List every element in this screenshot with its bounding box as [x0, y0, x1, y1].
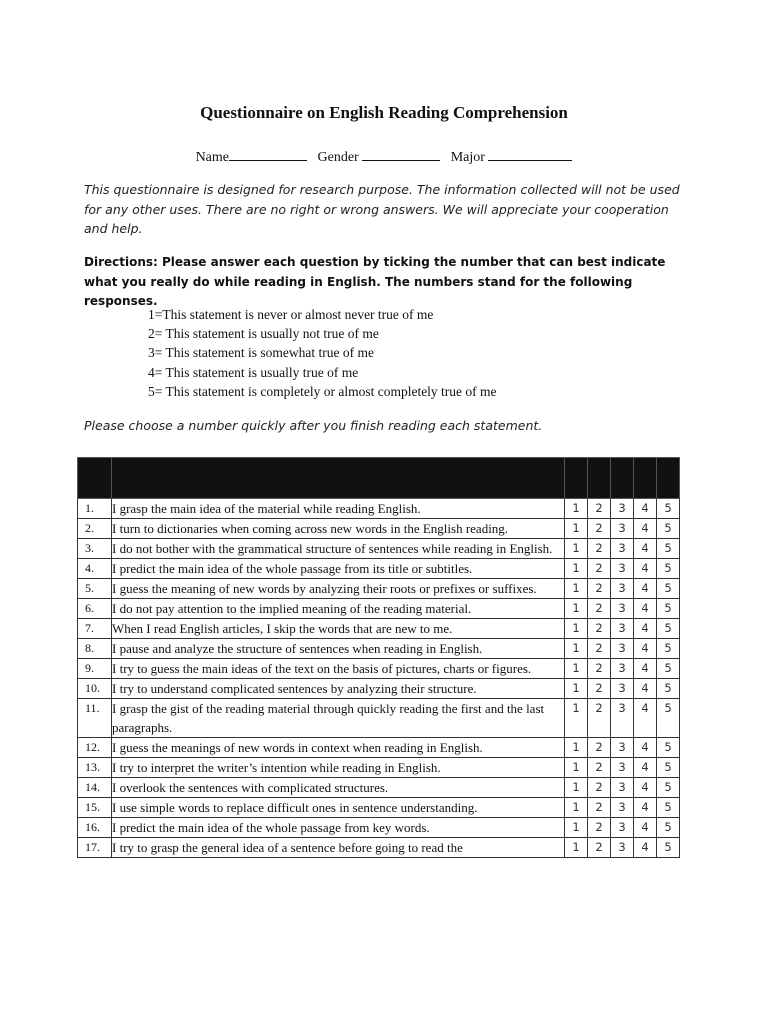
scale-item: 2= This statement is usually not true of me — [148, 326, 379, 342]
rating-option-5[interactable]: 5 — [657, 539, 680, 559]
rating-option-2[interactable]: 2 — [588, 778, 611, 798]
rating-option-2[interactable]: 2 — [588, 758, 611, 778]
item-number: 1. — [78, 499, 112, 519]
rating-option-1[interactable]: 1 — [565, 539, 588, 559]
rating-option-3[interactable]: 3 — [611, 818, 634, 838]
table-row — [78, 619, 680, 639]
item-statement: I turn to dictionaries when coming across new words in the English reading. — [112, 519, 565, 539]
table-row — [78, 758, 680, 778]
table-row — [78, 639, 680, 659]
rating-option-1[interactable]: 1 — [565, 559, 588, 579]
rating-option-1[interactable]: 1 — [565, 778, 588, 798]
header-cell — [588, 458, 611, 499]
rating-option-3[interactable]: 3 — [611, 639, 634, 659]
rating-option-4[interactable]: 4 — [634, 838, 657, 858]
table-row — [78, 559, 680, 579]
rating-option-4[interactable]: 4 — [634, 599, 657, 619]
rating-option-5[interactable]: 5 — [657, 699, 680, 738]
rating-option-1[interactable]: 1 — [565, 798, 588, 818]
rating-option-3[interactable]: 3 — [611, 758, 634, 778]
rating-option-1[interactable]: 1 — [565, 639, 588, 659]
item-statement: I predict the main idea of the whole passage from its title or subtitles. — [112, 559, 565, 579]
table-row — [78, 818, 680, 838]
scale-item: 5= This statement is completely or almost completely true of me — [148, 383, 497, 399]
item-number: 6. — [78, 599, 112, 619]
rating-option-5[interactable]: 5 — [657, 599, 680, 619]
major-field[interactable] — [488, 148, 572, 161]
rating-option-1[interactable]: 1 — [565, 758, 588, 778]
rating-option-3[interactable]: 3 — [611, 699, 634, 738]
table-row — [78, 579, 680, 599]
item-statement: I predict the main idea of the whole passage from key words. — [112, 818, 565, 838]
rating-option-2[interactable]: 2 — [588, 539, 611, 559]
item-number: 13. — [78, 758, 112, 778]
item-statement: I overlook the sentences with complicated structures. — [112, 778, 565, 798]
rating-option-4[interactable]: 4 — [634, 798, 657, 818]
rating-option-4[interactable]: 4 — [634, 519, 657, 539]
rating-option-4[interactable]: 4 — [634, 738, 657, 758]
rating-option-5[interactable]: 5 — [657, 519, 680, 539]
rating-option-5[interactable]: 5 — [657, 798, 680, 818]
item-number: 15. — [78, 798, 112, 818]
rating-option-5[interactable]: 5 — [657, 758, 680, 778]
rating-option-5[interactable]: 5 — [657, 778, 680, 798]
rating-option-4[interactable]: 4 — [634, 758, 657, 778]
rating-option-1[interactable]: 1 — [565, 599, 588, 619]
item-statement: I use simple words to replace difficult ones in sentence understanding. — [112, 798, 565, 818]
item-statement: I guess the meanings of new words in context when reading in English. — [112, 738, 565, 758]
response-scale — [148, 305, 497, 401]
rating-option-4[interactable]: 4 — [634, 539, 657, 559]
rating-option-1[interactable]: 1 — [565, 679, 588, 699]
item-statement: I try to grasp the general idea of a sentence before going to read the — [112, 838, 565, 858]
rating-option-2[interactable]: 2 — [588, 579, 611, 599]
table-row — [78, 679, 680, 699]
questionnaire-table — [77, 457, 680, 858]
rating-option-1[interactable]: 1 — [565, 499, 588, 519]
rating-option-5[interactable]: 5 — [657, 818, 680, 838]
rating-option-1[interactable]: 1 — [565, 619, 588, 639]
rating-option-2[interactable]: 2 — [588, 679, 611, 699]
rating-option-3[interactable]: 3 — [611, 838, 634, 858]
rating-option-3[interactable]: 3 — [611, 579, 634, 599]
item-number: 8. — [78, 639, 112, 659]
item-statement: I grasp the gist of the reading material through quickly reading the first and the last paragraphs. — [112, 699, 565, 738]
scale-item: 1=This statement is never or almost never true of me — [148, 307, 434, 322]
table-row — [78, 738, 680, 758]
rating-option-4[interactable]: 4 — [634, 778, 657, 798]
item-number: 2. — [78, 519, 112, 539]
name-label: Name — [195, 150, 229, 165]
rating-option-3[interactable]: 3 — [611, 738, 634, 758]
name-field[interactable] — [229, 148, 307, 161]
table-row — [78, 599, 680, 619]
intro-paragraph: This questionnaire is designed for research purpose. The information collected will not be used for any other uses. There are no right or wrong answers. We will appreciate your cooperation and help. — [84, 182, 680, 236]
rating-option-2[interactable]: 2 — [588, 639, 611, 659]
item-number: 14. — [78, 778, 112, 798]
item-statement: I grasp the main idea of the material while reading English. — [112, 499, 565, 519]
rating-option-5[interactable]: 5 — [657, 838, 680, 858]
table-row — [78, 519, 680, 539]
item-statement: I guess the meaning of new words by analyzing their roots or prefixes or suffixes. — [112, 579, 565, 599]
table-row — [78, 499, 680, 519]
item-statement: I try to understand complicated sentences by analyzing their structure. — [112, 679, 565, 699]
header-cell — [78, 458, 112, 499]
rating-option-5[interactable]: 5 — [657, 659, 680, 679]
scale-item: 4= This statement is usually true of me — [148, 364, 359, 380]
header-cell — [611, 458, 634, 499]
gender-field[interactable] — [362, 148, 440, 161]
rating-option-2[interactable]: 2 — [588, 519, 611, 539]
item-number: 9. — [78, 659, 112, 679]
rating-option-1[interactable]: 1 — [565, 519, 588, 539]
rating-option-5[interactable]: 5 — [657, 639, 680, 659]
item-number: 17. — [78, 838, 112, 858]
rating-option-2[interactable]: 2 — [588, 559, 611, 579]
rating-option-2[interactable]: 2 — [588, 699, 611, 738]
rating-option-5[interactable]: 5 — [657, 619, 680, 639]
item-number: 10. — [78, 679, 112, 699]
major-label: Major — [450, 150, 485, 165]
rating-option-4[interactable]: 4 — [634, 679, 657, 699]
header-cell — [112, 458, 565, 499]
rating-option-4[interactable]: 4 — [634, 639, 657, 659]
item-number: 3. — [78, 539, 112, 559]
item-statement: I do not pay attention to the implied meaning of the reading material. — [112, 599, 565, 619]
rating-option-5[interactable]: 5 — [657, 579, 680, 599]
rating-option-1[interactable]: 1 — [565, 699, 588, 738]
rating-option-3[interactable]: 3 — [611, 659, 634, 679]
rating-option-5[interactable]: 5 — [657, 679, 680, 699]
gender-label: Gender — [317, 150, 359, 165]
rating-option-4[interactable]: 4 — [634, 659, 657, 679]
rating-option-4[interactable]: 4 — [634, 619, 657, 639]
rating-option-1[interactable]: 1 — [565, 659, 588, 679]
item-number: 7. — [78, 619, 112, 639]
table-row — [78, 659, 680, 679]
item-number: 4. — [78, 559, 112, 579]
rating-option-3[interactable]: 3 — [611, 539, 634, 559]
item-statement: I pause and analyze the structure of sentences when reading in English. — [112, 639, 565, 659]
rating-option-5[interactable]: 5 — [657, 559, 680, 579]
item-statement: When I read English articles, I skip the words that are new to me. — [112, 619, 565, 639]
rating-option-2[interactable]: 2 — [588, 499, 611, 519]
rating-option-1[interactable]: 1 — [565, 818, 588, 838]
scale-item: 3= This statement is somewhat true of me — [148, 345, 374, 361]
rating-option-3[interactable]: 3 — [611, 778, 634, 798]
rating-option-1[interactable]: 1 — [565, 579, 588, 599]
rating-option-4[interactable]: 4 — [634, 699, 657, 738]
item-number: 11. — [78, 699, 112, 738]
table-row — [78, 699, 680, 738]
rating-option-1[interactable]: 1 — [565, 738, 588, 758]
rating-option-2[interactable]: 2 — [588, 738, 611, 758]
rating-option-3[interactable]: 3 — [611, 679, 634, 699]
table-row — [78, 798, 680, 818]
table-row — [78, 778, 680, 798]
rating-option-3[interactable]: 3 — [611, 619, 634, 639]
header-cell — [657, 458, 680, 499]
questionnaire-body — [78, 499, 680, 858]
page-title: Questionnaire on English Reading Comprehension — [200, 103, 568, 122]
rating-option-4[interactable]: 4 — [634, 818, 657, 838]
item-statement: I do not bother with the grammatical structure of sentences while reading in English. — [112, 539, 565, 559]
header-cell — [634, 458, 657, 499]
rating-option-1[interactable]: 1 — [565, 838, 588, 858]
rating-option-4[interactable]: 4 — [634, 579, 657, 599]
rating-option-5[interactable]: 5 — [657, 738, 680, 758]
rating-option-5[interactable]: 5 — [657, 499, 680, 519]
rating-option-2[interactable]: 2 — [588, 659, 611, 679]
header-cell — [565, 458, 588, 499]
table-row — [78, 838, 680, 858]
table-row — [78, 539, 680, 559]
respondent-fields — [0, 148, 768, 166]
rating-option-2[interactable]: 2 — [588, 619, 611, 639]
rating-option-3[interactable]: 3 — [611, 519, 634, 539]
rating-option-3[interactable]: 3 — [611, 499, 634, 519]
rating-option-2[interactable]: 2 — [588, 838, 611, 858]
table-header-row — [78, 458, 680, 499]
rating-option-4[interactable]: 4 — [634, 499, 657, 519]
item-number: 12. — [78, 738, 112, 758]
rating-option-3[interactable]: 3 — [611, 559, 634, 579]
directions-paragraph: Directions: Please answer each question by ticking the number that can best indicate what you really do while reading in English. The numbers stand for the following responses. — [84, 255, 666, 308]
rating-option-4[interactable]: 4 — [634, 559, 657, 579]
rating-option-3[interactable]: 3 — [611, 798, 634, 818]
rating-option-3[interactable]: 3 — [611, 599, 634, 619]
rating-option-2[interactable]: 2 — [588, 818, 611, 838]
rating-option-2[interactable]: 2 — [588, 798, 611, 818]
item-number: 5. — [78, 579, 112, 599]
rating-option-2[interactable]: 2 — [588, 599, 611, 619]
item-statement: I try to guess the main ideas of the text on the basis of pictures, charts or figures. — [112, 659, 565, 679]
item-number: 16. — [78, 818, 112, 838]
choose-note: Please choose a number quickly after you finish reading each statement. — [84, 418, 543, 433]
item-statement: I try to interpret the writer’s intention while reading in English. — [112, 758, 565, 778]
